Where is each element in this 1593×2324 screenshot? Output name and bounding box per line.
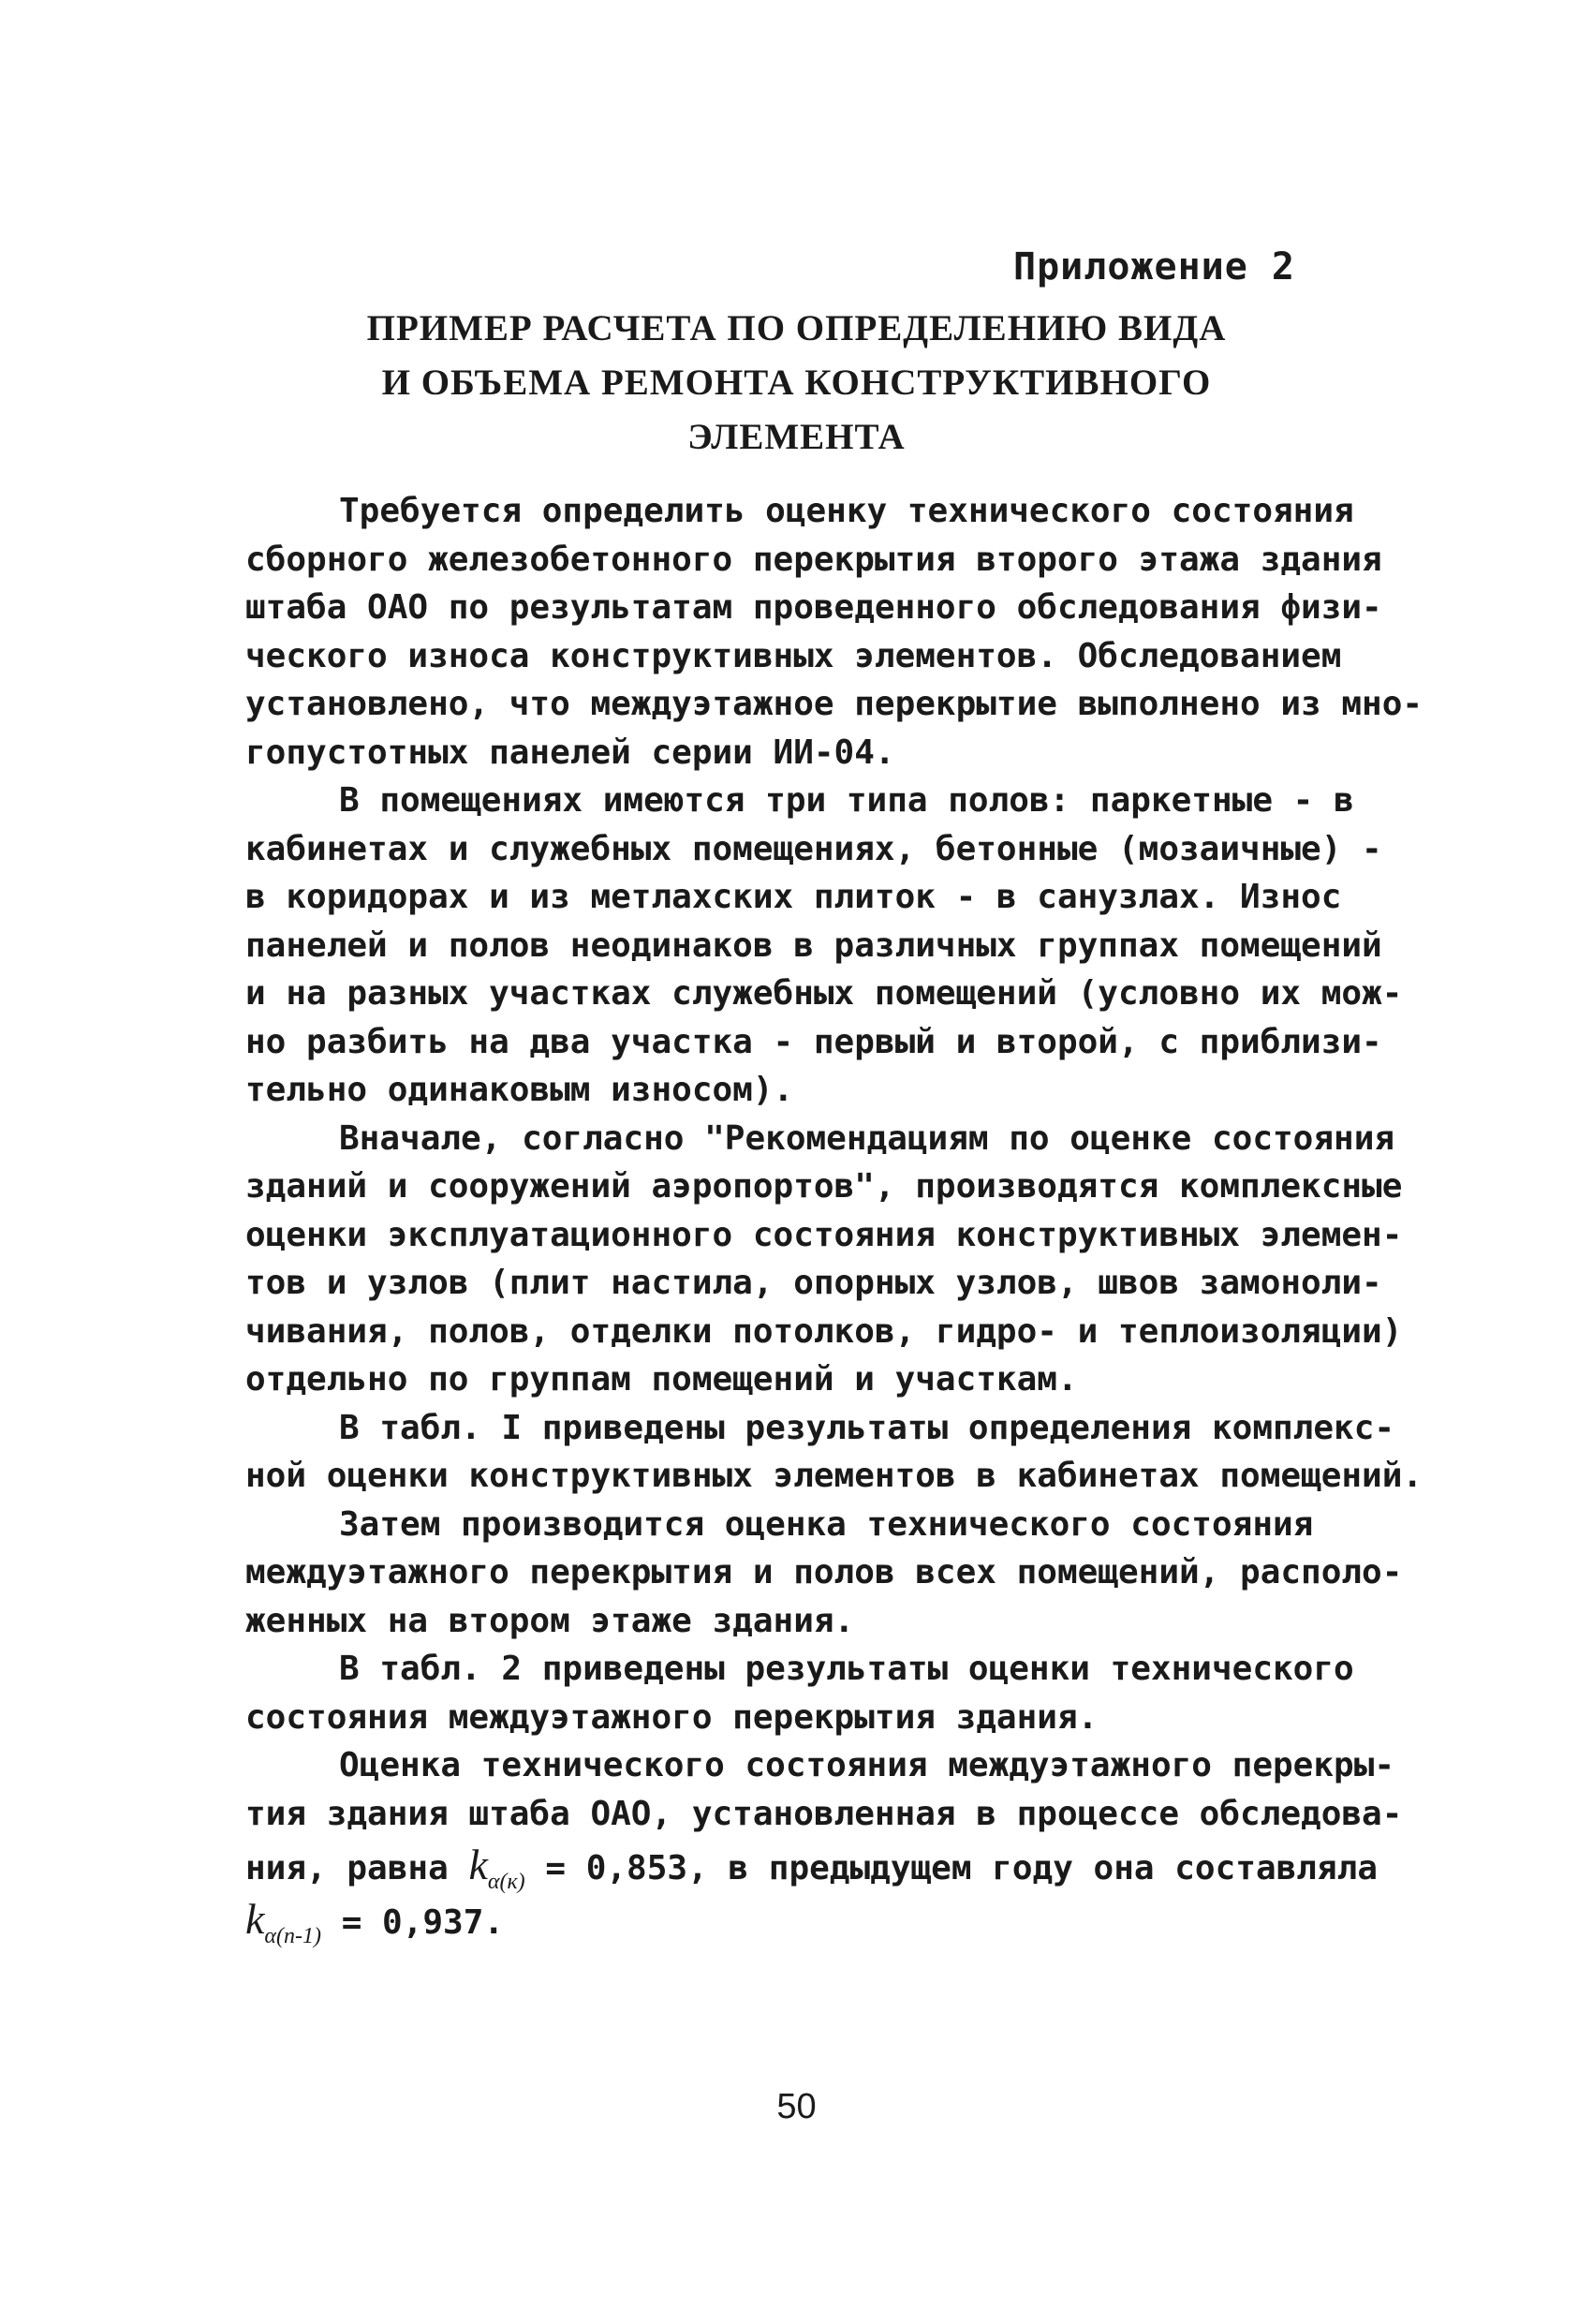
text-line: Вначале, согласно "Рекомендациям по оценке состояния [339, 1118, 1395, 1158]
text-line: но разбить на два участка - первый и второй, с приблизи- [245, 1022, 1382, 1061]
text-line: тов и узлов (плит настила, опорных узлов, швов замоноли- [245, 1264, 1382, 1302]
text-line: зданий и сооружений аэропортов", производятся комплексные [245, 1167, 1403, 1206]
text-line: Затем производится оценка технического состояния [339, 1504, 1314, 1544]
text-line: междуэтажного перекрытия и полов всех помещений, располо- [245, 1553, 1403, 1591]
formula-prefix: ния, равна [245, 1849, 449, 1887]
text-line: в коридорах и из метлахских плиток - в санузлах. Износ [245, 878, 1342, 916]
text-line: ной оценки конструктивных элементов в кабинетах помещений. [245, 1457, 1423, 1495]
formula-k-previous [245, 1895, 321, 1949]
text-line: женных на втором этаже здания. [245, 1601, 855, 1640]
text-line: ческого износа конструктивных элементов. Обследованием [245, 636, 1342, 675]
text-line: и на разных участках служебных помещений (условно их мож- [245, 974, 1403, 1013]
text-line: В табл. 2 приведены результаты оценки технического [339, 1650, 1354, 1688]
formula-k-current [468, 1841, 525, 1895]
text-line: Требуется определить оценку технического состояния [339, 492, 1354, 530]
formula-value: = 0,853, в предыдущем году она составляла [545, 1849, 1378, 1887]
text-line: установлено, что междуэтажное перекрытие выполнено из мно- [245, 685, 1423, 723]
appendix-label: Приложение 2 [1013, 245, 1295, 289]
document-body [245, 487, 1423, 1949]
formula-symbol: k [245, 1895, 265, 1943]
text-line: В табл. I приведены результаты определения комплекс- [339, 1408, 1395, 1447]
text-line: сборного железобетонного перекрытия второго этажа здания [245, 540, 1382, 579]
text-line: штаба ОАО по результатам проведенного обследования физи- [245, 588, 1382, 627]
title-line: ПРИМЕР РАСЧЕТА ПО ОПРЕДЕЛЕНИЮ ВИДА [366, 308, 1227, 348]
text-line: панелей и полов неодинаков в различных группах помещений [245, 925, 1382, 965]
formula-line-current [245, 1838, 1378, 1895]
text-line: кабинетах и служебных помещениях, бетонные (мозаичные) - [245, 829, 1382, 868]
document-title [0, 302, 1593, 465]
text-line: чивания, полов, отделки потолков, гидро- и теплоизоляции) [245, 1311, 1403, 1351]
formula-value: = 0,937. [341, 1903, 505, 1942]
formula-line-previous [245, 1892, 1369, 1947]
text-line: тельно одинаковым износом). [245, 1071, 794, 1109]
title-line: И ОБЪЕМА РЕМОНТА КОНСТРУКТИВНОГО [381, 363, 1212, 403]
text-line: состояния междуэтажного перекрытия здания. [245, 1697, 1099, 1737]
text-line: В помещениях имеются три типа полов: паркетные - в [339, 781, 1354, 820]
text-line: Оценка технического состояния междуэтажного перекры- [339, 1746, 1395, 1784]
formula-symbol: k [468, 1841, 488, 1888]
title-line: ЭЛЕМЕНТА [687, 417, 906, 457]
text-line: тия здания штаба ОАО, установленная в процессе обследова- [245, 1794, 1403, 1833]
text-line: отдельно по группам помещений и участкам. [245, 1360, 1078, 1399]
page-number: 50 [776, 2087, 817, 2126]
formula-subscript: α(к) [487, 1870, 525, 1895]
text-line: оценки эксплуатационного состояния конструктивных элемен- [245, 1215, 1403, 1254]
formula-subscript: α(п-1) [264, 1924, 321, 1949]
text-line: гопустотных панелей серии ИИ-04. [245, 733, 895, 772]
